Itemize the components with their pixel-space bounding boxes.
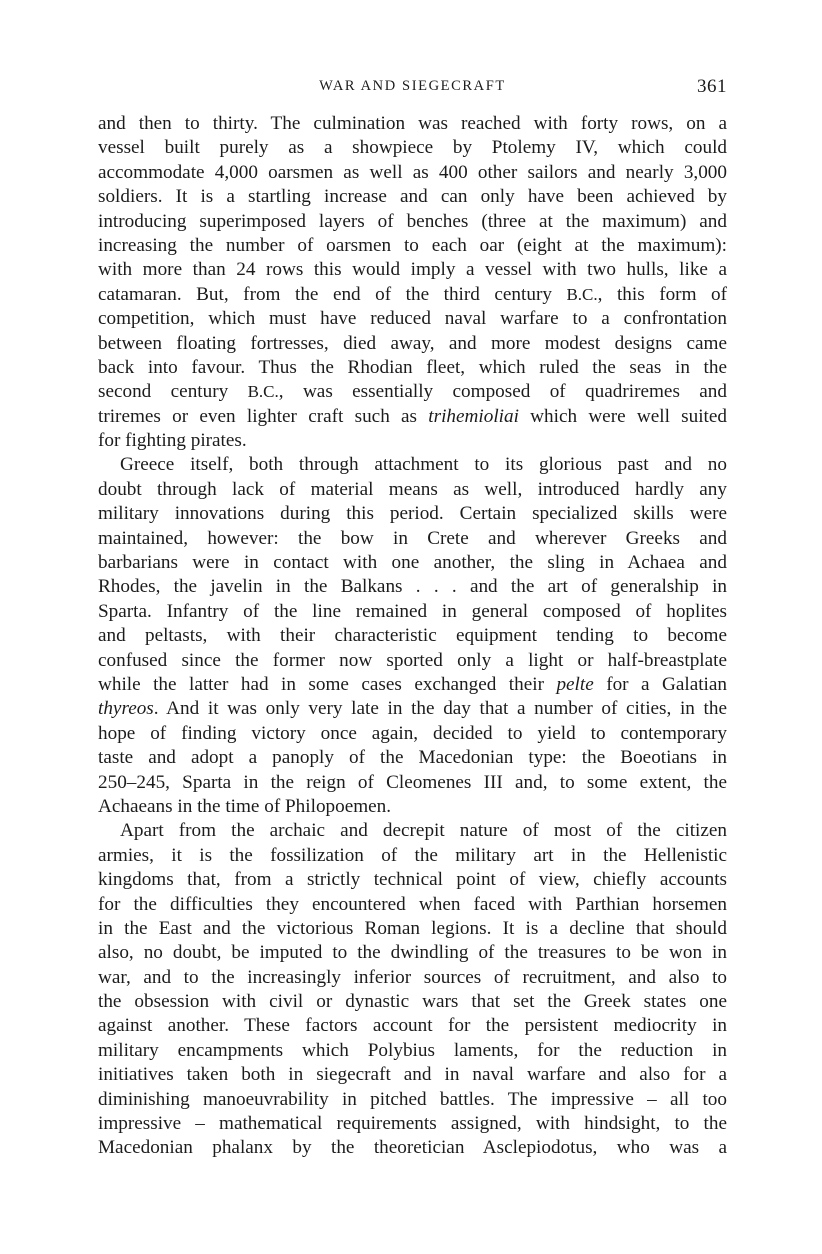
text-segment: , was essentially composed of quadriremes and — [278, 381, 727, 403]
text-line: vessel built purely as a showpiece by Ptolemy IV, which could — [98, 137, 727, 159]
text-line: against another. These factors account for the persistent mediocrity in — [98, 1015, 727, 1037]
text-line: taste and adopt a panoply of the Macedonian type: the Boeotians in — [98, 747, 727, 769]
text-line: Greece itself, both through attachment to its glorious past and no — [120, 454, 727, 476]
text-line: Sparta. Infantry of the line remained in general composed of hoplites — [98, 600, 727, 622]
text-segment: triremes or even lighter craft such as — [98, 405, 429, 427]
text-segment: , this form of — [597, 283, 727, 305]
text-line: for the difficulties they encountered when faced with Parthian horsemen — [98, 893, 727, 915]
text-line — [98, 405, 727, 429]
running-title: WAR AND SIEGECRAFT — [319, 78, 506, 94]
paragraph-2 — [98, 453, 727, 819]
text-line: in the East and the victorious Roman legions. It is a decline that should — [98, 917, 727, 939]
text-segment: for a Galatian — [593, 673, 727, 695]
text-line: doubt through lack of material means as well, introduced hardly any — [98, 478, 727, 500]
text-line: and then to thirty. The culmination was reached with forty rows, on a — [98, 113, 727, 134]
text-line: hope of finding victory once again, decided to yield to contemporary — [98, 722, 727, 744]
text-line: Achaeans in the time of Philopoemen. — [98, 795, 392, 817]
italic-term: pelte — [556, 673, 594, 695]
page-number: 361 — [697, 76, 727, 97]
italic-term: thyreos — [98, 698, 154, 720]
text-line — [98, 697, 727, 721]
text-line: military encampments which Polybius laments, for the reduction in — [98, 1039, 727, 1061]
text-segment: while the latter had in some cases exchanged their — [98, 673, 557, 695]
era-abbreviation: B.C. — [247, 382, 279, 402]
text-line: Rhodes, the javelin in the Balkans . . . and the art of generalship in — [98, 576, 727, 598]
text-segment: second century — [98, 381, 248, 403]
paragraph-3 — [98, 819, 727, 1160]
text-line: and peltasts, with their characteristic equipment tending to become — [98, 625, 727, 647]
text-line: war, and to the increasingly inferior sources of recruitment, and also to — [98, 966, 727, 988]
text-line: introducing superimposed layers of benches (three at the maximum) and — [98, 210, 727, 232]
text-line: increasing the number of oarsmen to each oar (eight at the maximum): — [98, 234, 727, 256]
text-line: impressive – mathematical requirements assigned, with hindsight, to the — [98, 1113, 727, 1135]
text-line: initiatives taken both in siegecraft and in naval warfare and also for a — [98, 1064, 727, 1086]
text-line: armies, it is the fossilization of the military art in the Hellenistic — [98, 844, 727, 866]
text-line: Apart from the archaic and decrepit nature of most of the citizen — [120, 820, 727, 842]
italic-term: trihemioliai — [428, 405, 519, 427]
text-line: with more than 24 rows this would imply a vessel with two hulls, like a — [98, 259, 727, 281]
era-abbreviation: B.C. — [566, 284, 598, 304]
text-line: the obsession with civil or dynastic wars that set the Greek states one — [98, 991, 727, 1013]
running-head — [98, 76, 727, 106]
text-line: military innovations during this period. Certain specialized skills were — [98, 503, 727, 525]
text-line: for fighting pirates. — [98, 430, 247, 452]
text-line: barbarians were in contact with one another, the sling in Achaea and — [98, 552, 727, 574]
text-line — [98, 380, 727, 404]
text-line — [98, 673, 727, 697]
text-line: accommodate 4,000 oarsmen as well as 400 other sailors and nearly 3,000 — [98, 161, 727, 183]
body-text — [98, 112, 727, 1161]
text-line: Macedonian phalanx by the theoretician Asclepiodotus, who was a — [98, 1137, 727, 1159]
text-line: diminishing manoeuvrability in pitched battles. The impressive – all too — [98, 1088, 727, 1110]
text-line — [98, 283, 727, 307]
book-page — [98, 76, 727, 1161]
text-line: also, no doubt, be imputed to the dwindling of the treasures to be won in — [98, 942, 727, 964]
text-line: back into favour. Thus the Rhodian fleet, which ruled the seas in the — [98, 356, 727, 378]
text-segment: . And it was only very late in the day that a number of cities, in the — [153, 698, 727, 720]
text-segment: catamaran. But, from the end of the third century — [98, 283, 567, 305]
paragraph-1 — [98, 112, 727, 453]
text-line: competition, which must have reduced naval warfare to a confrontation — [98, 308, 727, 330]
text-line: 250–245, Sparta in the reign of Cleomenes III and, to some extent, the — [98, 771, 727, 793]
text-line: kingdoms that, from a strictly technical point of view, chiefly accounts — [98, 869, 727, 891]
text-line: between floating fortresses, died away, and more modest designs came — [98, 332, 727, 354]
text-line: confused since the former now sported only a light or half-breastplate — [98, 649, 727, 671]
text-segment: which were well suited — [518, 405, 727, 427]
text-line: maintained, however: the bow in Crete and wherever Greeks and — [98, 527, 727, 549]
text-line: soldiers. It is a startling increase and can only have been achieved by — [98, 186, 727, 208]
